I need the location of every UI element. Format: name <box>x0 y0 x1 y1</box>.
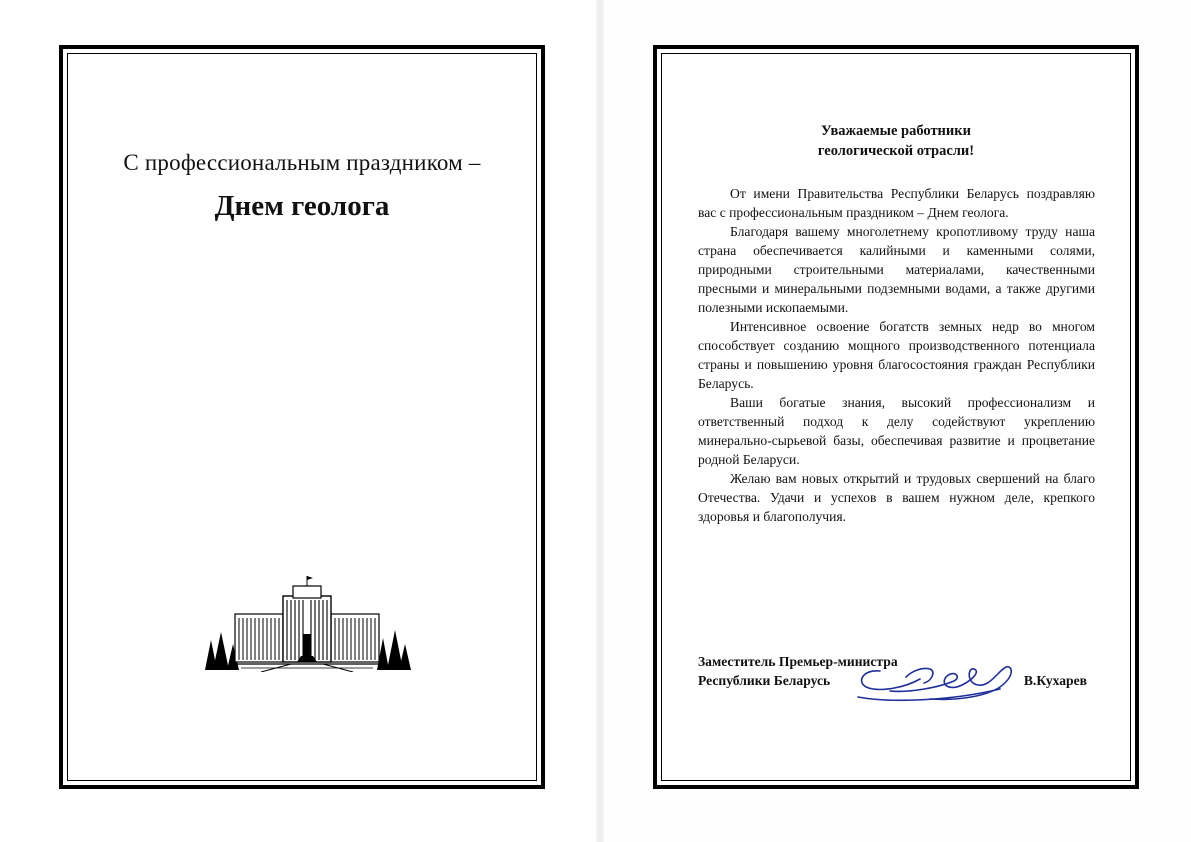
handwritten-signature <box>850 657 1025 705</box>
greeting-line-2: геологической отрасли! <box>817 143 975 159</box>
letter-paragraph: Интенсивное освоение богатств земных недр во многом способствует созданию мощного производственного потенциала страны и повышению уровня благосостояния граждан Республики Беларусь. <box>698 319 1095 391</box>
letter-body <box>698 184 1095 526</box>
letter-paragraph: Ваши богатые знания, высокий профессионализм и ответственный подход к делу содействуют укреплению минерально-сырьевой базы, обеспечивая развитие и процветание родной Беларуси. <box>698 395 1095 467</box>
letter-paragraph: Желаю вам новых открытий и трудовых свершений на благо Отечества. Удачи и успехов в вашем нужном деле, крепкого здоровья и благополучия. <box>698 471 1095 524</box>
right-page-frame <box>653 45 1139 789</box>
left-page-frame <box>59 45 545 789</box>
signatory-title-line-2: Республики Беларусь <box>698 673 831 688</box>
signatory-title-line-1: Заместитель Премьер-министра <box>698 654 898 669</box>
cover-title: Днем геолога <box>214 190 390 222</box>
letter-paragraph: От имени Правительства Республики Беларусь поздравляю вас с профессиональным праздником – Днем геолога. <box>698 186 1095 220</box>
greeting-line-1: Уважаемые работники <box>821 123 971 139</box>
government-building-illustration <box>201 574 413 672</box>
letter-paragraph: Благодаря вашему многолетнему кропотливому труду наша страна обеспечивается калийными и каменными солями, природными строительными материалами, качественными пресными и минеральными подземными водами, а также другими полезными ископаемыми. <box>698 224 1095 315</box>
cover-subtitle: С профессиональным праздником – <box>123 150 481 175</box>
signatory-name: В.Кухарев <box>1023 673 1087 688</box>
page-gutter <box>596 0 604 842</box>
letter-greeting <box>657 121 1135 161</box>
